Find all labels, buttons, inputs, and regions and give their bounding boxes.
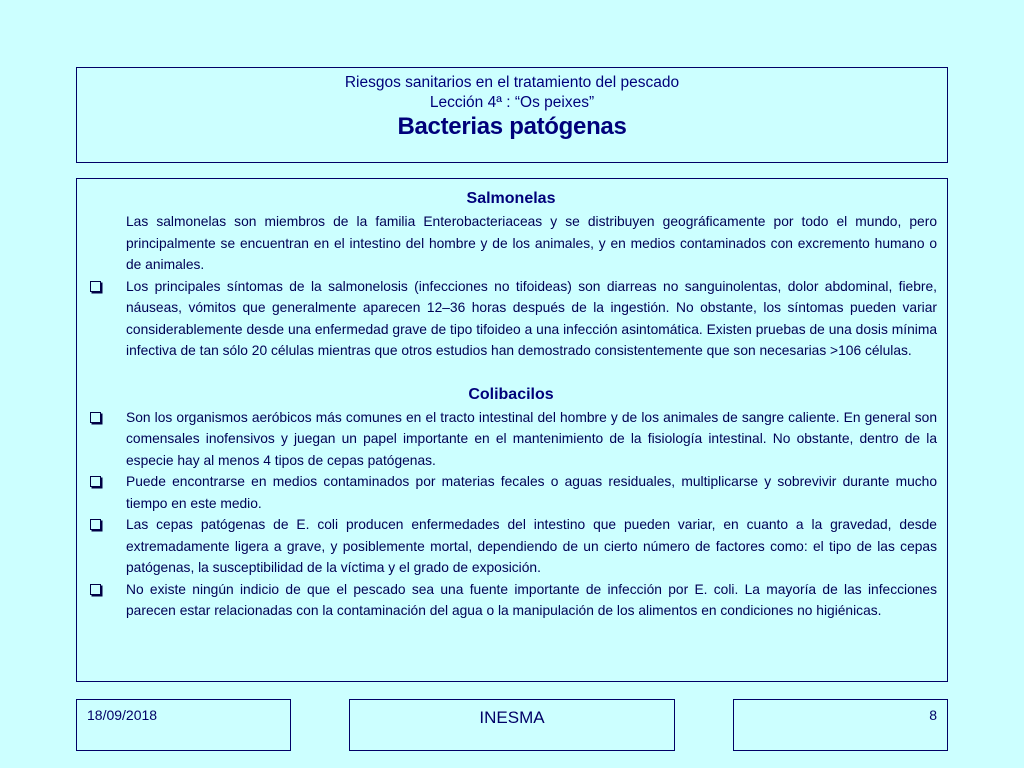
paragraph-text: Las salmonelas son miembros de la familia Enterobacteriaceas y se distribuyen geográficamente por todo el mundo, pero principalmente se encuentran en el intestino del hombre y de los animales, y en medios contaminados con excremento humano o de animales. <box>126 214 937 272</box>
list-item <box>85 276 937 362</box>
paragraph-text: Puede encontrarse en medios contaminados por materias fecales o aguas residuales, multiplicarse y sobrevivir durante mucho tiempo en este medio. <box>126 474 937 511</box>
list-item <box>85 471 937 514</box>
footer-org-box <box>349 699 675 751</box>
list-item <box>85 407 937 472</box>
footer-page-box <box>733 699 948 751</box>
checkbox-bullet-icon <box>90 519 101 530</box>
list-item <box>85 579 937 622</box>
page-number: 8 <box>929 707 937 723</box>
footer-date: 18/09/2018 <box>87 707 158 723</box>
footer-organization: INESMA <box>479 708 545 727</box>
section-title-colibacilos: Colibacilos <box>468 385 554 403</box>
lesson-title: Lección 4ª : “Os peixes” <box>429 94 595 111</box>
footer-date-box <box>76 699 291 751</box>
checkbox-bullet-icon <box>90 476 101 487</box>
checkbox-bullet-icon <box>90 412 101 423</box>
paragraph-text: Las cepas patógenas de E. coli producen enfermedades del intestino que pueden variar, en cuanto a la gravedad, desde extremadamente ligera a grave, y posiblemente mortal, dependiendo de un cierto número de factores como: el tipo de las cepas patógenas, la susceptibilidad de la víctima y el grado de exposición. <box>126 517 937 575</box>
content-box <box>76 178 948 682</box>
section-title-salmonelas: Salmonelas <box>466 190 556 207</box>
paragraph-text: Son los organismos aeróbicos más comunes en el tracto intestinal del hombre y de los animales de sangre caliente. En general son comensales inofensivos y juegan un papel importante en el mantenimiento de la fisiología intestinal. No obstante, dentro de la especie hay al menos 4 tipos de cepas patógenas. <box>126 409 937 468</box>
course-title: Riesgos sanitarios en el tratamiento del pescado <box>344 74 680 91</box>
list-item <box>85 514 937 579</box>
list-item <box>85 211 937 276</box>
checkbox-bullet-icon <box>90 584 101 595</box>
paragraph-text: Los principales síntomas de la salmonelosis (infecciones no tifoideas) son diarreas no sanguinolentas, dolor abdominal, fiebre, náuseas, vómitos que generalmente aparecen 12–36 horas después de la ingestión. No obstante, los síntomas pueden variar considerablemente desde una enfermedad grave de tipo tifoideo a una infección asintomática. Existen pruebas de una dosis mínima infectiva de tan sólo 20 células mientras que otros estudios han demostrado consistentemente que son necesarias >106 células. <box>126 278 937 358</box>
slide-header <box>76 67 948 163</box>
paragraph-text: No existe ningún indicio de que el pescado sea una fuente importante de infección por E. coli. La mayoría de las infecciones parecen estar relacionadas con la contaminación del agua o la manipulación de los alimentos en condiciones no higiénicas. <box>126 581 937 618</box>
page-title: Bacterias patógenas <box>397 113 627 140</box>
checkbox-bullet-icon <box>90 281 101 292</box>
